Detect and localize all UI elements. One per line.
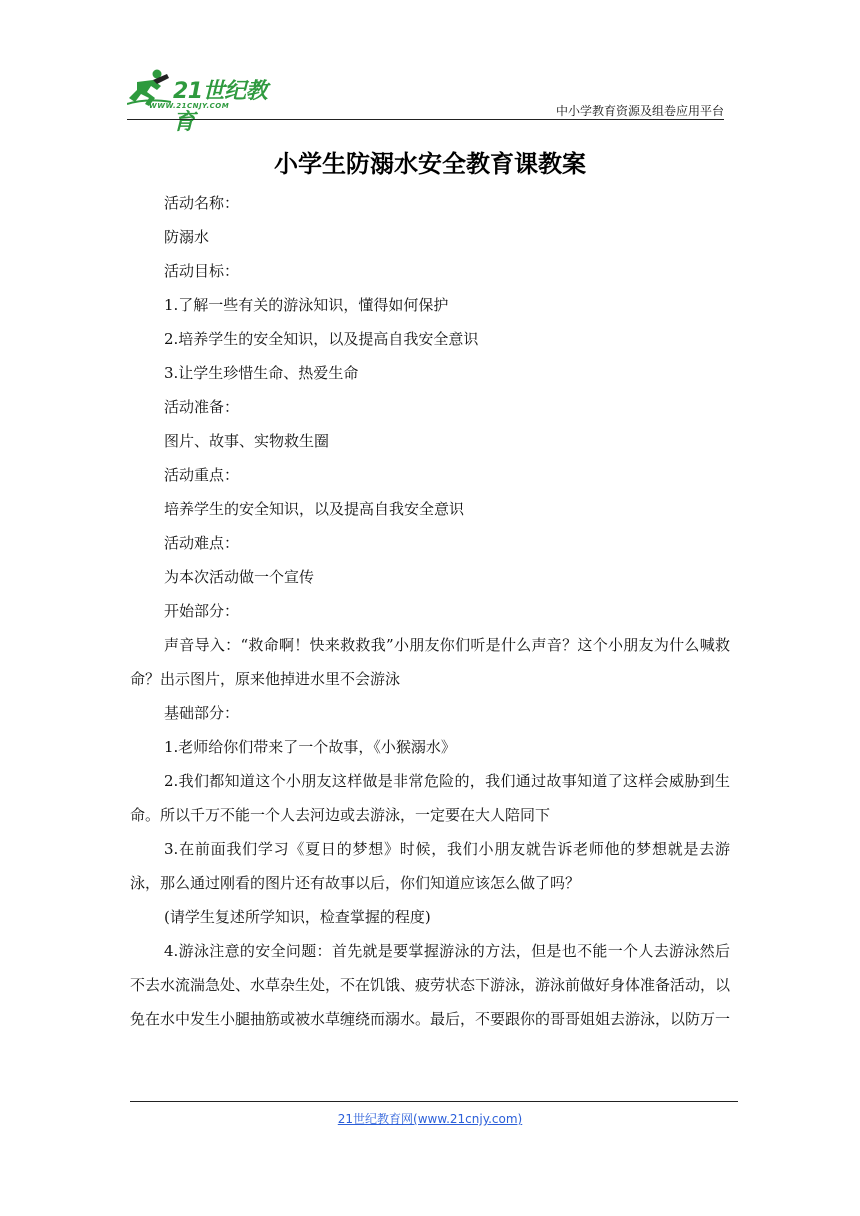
page-header [127,60,724,135]
paragraph: 2.培养学生的安全知识，以及提高自我安全意识 [164,330,479,348]
paragraph: 防溺水 [164,228,210,246]
paragraph: 开始部分： [164,602,240,620]
logo-text: 21世纪教育 [173,79,268,135]
paragraph: 1.了解一些有关的游泳知识，懂得如何保护 [164,296,449,314]
paragraph: 为本次活动做一个宣传 [164,568,315,586]
paragraph: 声音导入：“救命啊！快来救救我”小朋友你们听是什么声音？这个小朋友为什么喊救命？出示图片，原来他掉进水里不会游泳 [130,636,730,688]
paragraph: 1.老师给你们带来了一个故事，《小猴溺水》 [164,738,456,756]
paragraph: 4.游泳注意的安全问题：首先就是要掌握游泳的方法，但是也不能一个人去游泳然后不去水流湍急处、水草杂生处，不在饥饿、疲劳状态下游泳，游泳前做好身体准备活动，以免在水中发生小腿抽筋或被水草缠绕而溺水。最后，不要跟你的哥哥姐姐去游泳，以防万一 [130,942,731,1028]
document-title: 小学生防溺水安全教育课教案 [274,150,586,178]
paragraph: 活动准备： [164,398,240,416]
paragraph: 3.在前面我们学习《夏日的梦想》时候，我们小朋友就告诉老师他的梦想就是去游泳，那么通过刚看的图片还有故事以后，你们知道应该怎么做了吗？ [130,840,730,892]
paragraph: 活动难点： [164,534,240,552]
paragraph: (请学生复述所学知识，检查掌握的程度) [164,908,431,926]
paragraph: 活动重点： [164,466,240,484]
header-tagline: 中小学教育资源及组卷应用平台 [555,104,724,118]
footer-link[interactable]: 21世纪教育网(www.21cnjy.com) [337,1112,523,1126]
paragraph: 图片、故事、实物救生圈 [164,432,330,450]
document-body [130,186,730,1036]
logo-url: WWW.21CNJY.COM [149,102,230,110]
site-logo[interactable] [127,68,287,135]
paragraph: 活动名称： [164,194,240,212]
paragraph: 3.让学生珍惜生命、热爱生命 [164,364,359,382]
paragraph: 基础部分： [164,704,240,722]
header-divider [127,119,724,120]
footer-divider [130,1101,738,1102]
paragraph: 2.我们都知道这个小朋友这样做是非常危险的，我们通过故事知道了这样会威胁到生命。所以千万不能一个人去河边或去游泳，一定要在大人陪同下 [130,772,730,824]
paragraph: 培养学生的安全知识，以及提高自我安全意识 [164,500,465,518]
paragraph: 活动目标： [164,262,240,280]
